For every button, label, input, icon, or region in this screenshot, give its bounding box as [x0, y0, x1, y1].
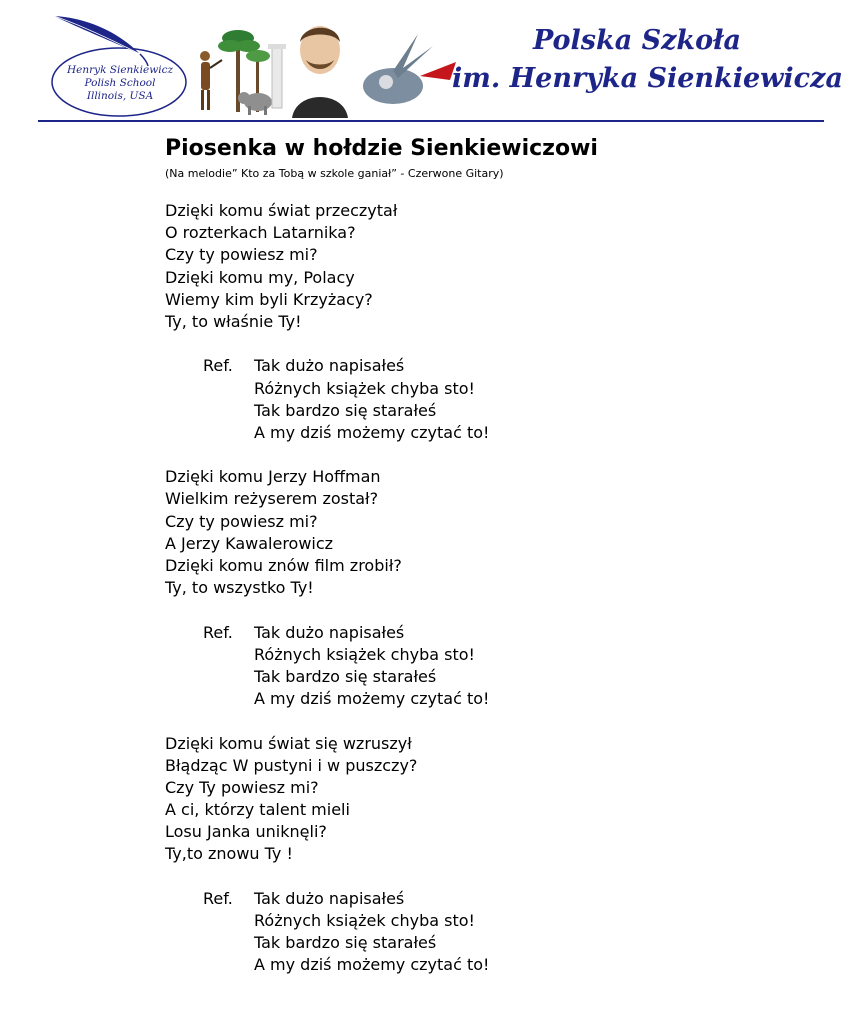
chorus-line: Różnych książek chyba sto! [254, 644, 475, 664]
song-lyrics [165, 200, 805, 977]
chorus-line: Tak bardzo się starałeś [254, 400, 437, 420]
song-subtitle: (Na melodie” Kto za Tobą w szkole ganiał” - Czerwone Gitary) [165, 167, 504, 180]
logo-line-2: Polish School [84, 77, 156, 89]
chorus-line: Różnych książek chyba sto! [254, 911, 475, 930]
verse-line: Ty,to znowu Ty ! [165, 844, 293, 864]
chorus-line: Tak dużo napisałeś [254, 888, 405, 908]
verse-line: O rozterkach Latarnika? [165, 223, 356, 243]
song-content [165, 134, 805, 977]
song-title: Piosenka w hołdzie Sienkiewiczowi [165, 136, 598, 161]
verse-line: Błądząc W pustyni i w puszczy? [165, 755, 418, 775]
knight-eagle-icon [363, 34, 456, 104]
logo-line-1: Henryk Sienkiewicz [66, 64, 173, 76]
verse-line: Dzięki komu my, Polacy [165, 267, 355, 287]
verse-line: Dzięki komu Jerzy Hoffman [165, 467, 381, 487]
school-name [452, 22, 843, 98]
ref-label: Ref. [203, 888, 233, 908]
verse-line: Wielkim reżyserem został? [165, 489, 379, 509]
verse-3 [165, 733, 805, 866]
verse-line: Ty, to właśnie Ty! [165, 311, 302, 331]
chorus-line: Tak dużo napisałeś [254, 622, 405, 642]
verse-line: Ty, to wszystko Ty! [165, 578, 314, 598]
chorus-1 [165, 355, 805, 444]
verse-line: Czy Ty powiesz mi? [165, 777, 319, 797]
chorus-3 [165, 888, 805, 977]
chorus-line: Tak bardzo się starałeś [254, 933, 437, 953]
verse-line: Wiemy kim byli Krzyżacy? [165, 289, 373, 309]
header-divider [38, 120, 824, 122]
portrait-icon [292, 26, 348, 118]
verse-line: Czy ty powiesz mi? [165, 511, 318, 531]
chorus-line: A my dziś możemy czytać to! [254, 422, 490, 442]
school-name-line-2: im. Henryka Sienkiewicza [452, 63, 843, 94]
logo-line-3: Illinois, USA [86, 90, 154, 102]
verse-2 [165, 466, 805, 599]
chorus-line: Tak dużo napisałeś [254, 356, 405, 376]
ref-label: Ref. [203, 622, 233, 642]
chorus-line: Tak bardzo się starałeś [254, 666, 437, 686]
verse-line: Losu Janka uniknęli? [165, 822, 327, 842]
elephant-icon [238, 92, 272, 115]
verse-line: A ci, którzy talent mieli [165, 800, 350, 820]
verse-line: Dzięki komu znów film zrobił? [165, 556, 402, 575]
chorus-line: A my dziś możemy czytać to! [254, 689, 490, 709]
header-collage-image [188, 16, 458, 118]
verse-line: Czy ty powiesz mi? [165, 245, 318, 265]
page-header [0, 0, 864, 130]
explorer-figure-icon [200, 51, 222, 110]
chorus-line: Różnych książek chyba sto! [254, 378, 475, 398]
logo-text [54, 64, 186, 103]
school-name-line-1: Polska Szkoła [532, 25, 742, 56]
ref-label: Ref. [203, 356, 233, 376]
verse-line: Dzięki komu świat się wzruszył [165, 733, 412, 753]
verse-line: A Jerzy Kawalerowicz [165, 533, 334, 553]
verse-line: Dzięki komu świat przeczytał [165, 201, 398, 220]
chorus-2 [165, 622, 805, 711]
chorus-line: A my dziś możemy czytać to! [254, 955, 490, 975]
verse-1 [165, 200, 805, 333]
